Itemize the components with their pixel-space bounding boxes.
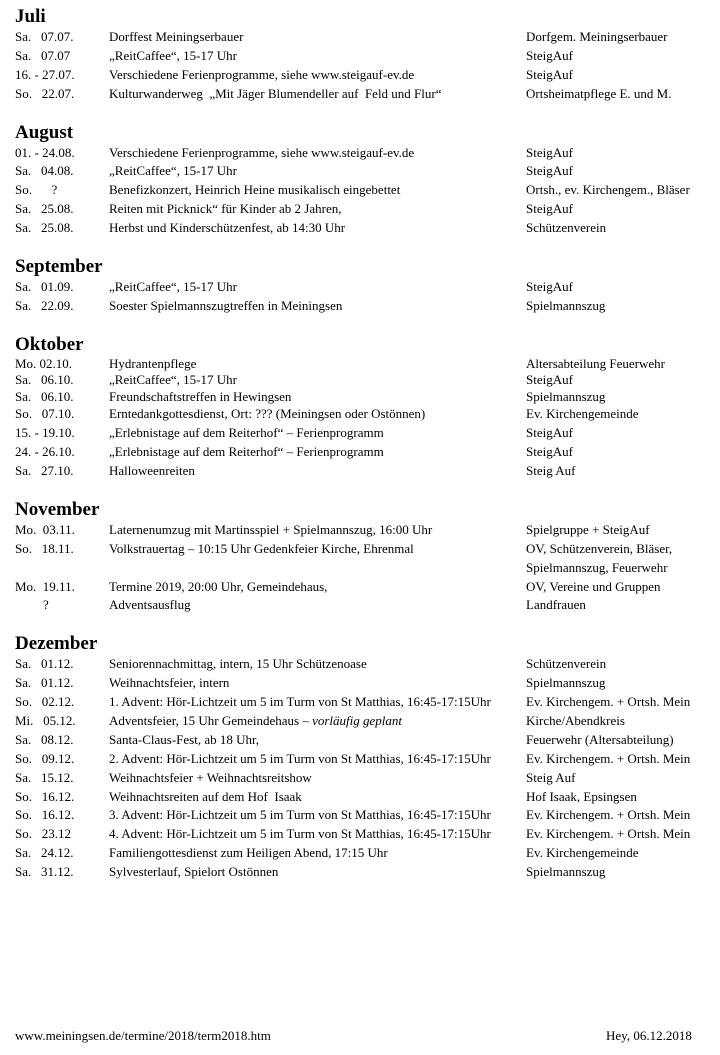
event-date: So. 02.12. xyxy=(15,694,75,710)
event-description-text: Freundschaftstreffen in Hewingsen xyxy=(109,388,292,404)
event-row xyxy=(0,144,720,163)
event-description-text: „Erlebnistage auf dem Reiterhof“ – Ferienprogramm xyxy=(109,425,384,441)
event-description-text: 3. Advent: Hör-Lichtzeit um 5 im Turm von St Matthias, 16:45-17:15Uhr xyxy=(109,807,491,823)
event-date: ? xyxy=(43,597,49,613)
event-row xyxy=(0,540,720,559)
event-description xyxy=(109,788,302,807)
event-date: Sa. 01.09. xyxy=(15,279,74,295)
event-date: Sa. 04.08. xyxy=(15,163,74,179)
event-organizer: SteigAuf xyxy=(526,425,573,441)
event-organizer: OV, Schützenverein, Bläser, xyxy=(526,540,673,556)
event-row xyxy=(0,85,720,104)
event-description-text: Verschiedene Ferienprogramme, siehe www.steigauf-ev.de xyxy=(109,66,415,82)
event-description xyxy=(109,47,237,66)
event-row xyxy=(0,596,720,615)
event-organizer: Spielmannszug xyxy=(526,675,606,691)
event-organizer: Spielmannszug xyxy=(526,297,606,313)
event-description-text: Adventsfeier, 15 Uhr Gemeindehaus – xyxy=(109,712,313,728)
event-description xyxy=(109,405,425,424)
event-description xyxy=(109,750,491,769)
event-description-text: Termine 2019, 20:00 Uhr, Gemeindehaus, xyxy=(109,578,328,594)
event-description xyxy=(109,462,195,481)
event-row xyxy=(0,219,720,238)
event-row xyxy=(0,181,720,200)
event-organizer: Hof Isaak, Epsingsen xyxy=(526,788,637,804)
event-description xyxy=(109,540,414,559)
event-date: Mo. 02.10. xyxy=(15,355,73,371)
event-date: Sa. 31.12. xyxy=(15,864,74,880)
event-description-text: „Erlebnistage auf dem Reiterhof“ – Ferienprogramm xyxy=(109,444,384,460)
event-description-text: „ReitCaffee“, 15-17 Uhr xyxy=(109,279,237,295)
event-description-text: Halloweenreiten xyxy=(109,462,195,478)
event-description-text: Herbst und Kinderschützenfest, ab 14:30 Uhr xyxy=(109,220,346,236)
event-description xyxy=(109,674,229,693)
event-description-text: 2. Advent: Hör-Lichtzeit um 5 im Turm von St Matthias, 16:45-17:15Uhr xyxy=(109,750,491,766)
event-description-text: 1. Advent: Hör-Lichtzeit um 5 im Turm von St Matthias, 16:45-17:15Uhr xyxy=(109,694,491,710)
event-row xyxy=(0,750,720,769)
event-date: Sa. 06.10. xyxy=(15,372,74,388)
event-description xyxy=(109,297,342,316)
event-date: Sa. 07.07 xyxy=(15,47,71,63)
event-organizer: SteigAuf xyxy=(526,444,573,460)
event-description xyxy=(109,66,414,85)
event-date: So. 22.07. xyxy=(15,85,75,101)
event-organizer: Steig Auf xyxy=(526,462,576,478)
event-row xyxy=(0,47,720,66)
event-organizer: SteigAuf xyxy=(526,201,573,217)
month-section xyxy=(0,633,720,882)
event-description xyxy=(109,181,400,200)
event-organizer: Steig Auf xyxy=(526,769,576,785)
event-description-text: Santa-Claus-Fest, ab 18 Uhr, xyxy=(109,731,260,747)
event-date: So. 18.11. xyxy=(15,540,74,556)
event-organizer: Spielgruppe + SteigAuf xyxy=(526,521,650,537)
event-date: 15. - 19.10. xyxy=(15,425,75,441)
event-description xyxy=(109,863,278,882)
event-description xyxy=(109,521,432,540)
event-date: Mi. 05.12. xyxy=(15,712,76,728)
event-description xyxy=(109,655,367,674)
event-description-text: „ReitCaffee“, 15-17 Uhr xyxy=(109,372,237,388)
event-description xyxy=(109,278,237,297)
event-date: Sa. 01.12. xyxy=(15,675,74,691)
event-date: So. 16.12. xyxy=(15,807,75,823)
event-row xyxy=(0,693,720,712)
event-row xyxy=(0,424,720,443)
event-date: Sa. 08.12. xyxy=(15,731,74,747)
event-date: So. 16.12. xyxy=(15,788,75,804)
event-description xyxy=(109,712,402,731)
event-organizer: OV, Vereine und Gruppen xyxy=(526,578,661,594)
event-date: Sa. 25.08. xyxy=(15,201,74,217)
month-heading: November xyxy=(15,498,100,520)
event-date: So. 07.10. xyxy=(15,406,75,422)
month-section xyxy=(0,499,720,615)
event-description-text: „ReitCaffee“, 15-17 Uhr xyxy=(109,163,237,179)
event-description-text: Laternenumzug mit Martinsspiel + Spielmannszug, 16:00 Uhr xyxy=(109,521,433,537)
event-row xyxy=(0,200,720,219)
event-row xyxy=(0,443,720,462)
event-organizer: Altersabteilung Feuerwehr xyxy=(526,355,665,371)
event-date: Sa. 07.07. xyxy=(15,29,74,44)
event-row xyxy=(0,297,720,316)
event-organizer: Feuerwehr (Altersabteilung) xyxy=(526,731,674,747)
event-description-text: Seniorennachmittag, intern, 15 Uhr Schützenoase xyxy=(109,656,367,672)
event-date: Mo. 03.11. xyxy=(15,521,75,537)
event-date: Sa. 06.10. xyxy=(15,388,74,404)
month-heading: Dezember xyxy=(15,633,98,655)
event-description-note: vorläufig geplant xyxy=(312,712,403,728)
month-heading: September xyxy=(15,256,103,278)
event-date: Sa. 01.12. xyxy=(15,656,74,672)
event-date: 16. - 27.07. xyxy=(15,66,75,82)
event-row xyxy=(0,806,720,825)
event-description xyxy=(109,693,491,712)
event-description xyxy=(109,769,312,788)
footer-signature: Hey, 06.12.2018 xyxy=(606,1028,692,1043)
event-row xyxy=(0,278,720,297)
month-heading: Oktober xyxy=(15,333,84,355)
event-date: So. 09.12. xyxy=(15,750,75,766)
event-date: Sa. 24.12. xyxy=(15,845,74,861)
event-organizer: Ev. Kirchengem. + Ortsh. Mein xyxy=(526,694,691,710)
event-description-text: Familiengottesdienst zum Heiligen Abend, 17:15 Uhr xyxy=(109,845,388,861)
event-description xyxy=(109,372,237,389)
event-row xyxy=(0,66,720,85)
event-organizer: Ortsheimatpflege E. und M. xyxy=(526,85,672,101)
event-description xyxy=(109,389,291,406)
event-description xyxy=(109,806,491,825)
event-row xyxy=(0,863,720,882)
event-description xyxy=(109,844,388,863)
event-row xyxy=(0,521,720,540)
event-description-text: Sylvesterlauf, Spielort Ostönnen xyxy=(109,864,279,880)
event-date: 24. - 26.10. xyxy=(15,444,75,460)
month-section xyxy=(0,6,720,104)
event-row xyxy=(0,462,720,481)
event-row xyxy=(0,788,720,807)
event-organizer: Dorfgem. Meiningserbauer xyxy=(526,29,668,44)
event-description-text: Hydrantenpflege xyxy=(109,355,197,371)
event-row xyxy=(0,712,720,731)
event-organizer: Spielmannszug xyxy=(526,388,606,404)
event-description xyxy=(109,356,196,373)
event-row xyxy=(0,28,720,47)
event-row xyxy=(0,825,720,844)
event-description xyxy=(109,28,243,47)
event-date: Sa. 25.08. xyxy=(15,220,74,236)
month-section xyxy=(0,122,720,238)
event-row xyxy=(0,389,720,406)
event-organizer: Ev. Kirchengem. + Ortsh. Mein xyxy=(526,826,691,842)
event-date: So. 23.12 xyxy=(15,826,71,842)
footer-url: www.meiningsen.de/termine/2018/term2018.htm xyxy=(15,1028,271,1043)
event-description-text: 4. Advent: Hör-Lichtzeit um 5 im Turm von St Matthias, 16:45-17:15Uhr xyxy=(109,826,491,842)
event-row xyxy=(0,356,720,373)
event-description-text: Benefizkonzert, Heinrich Heine musikalisch eingebettet xyxy=(109,182,401,198)
event-organizer: Ev. Kirchengem. + Ortsh. Mein xyxy=(526,807,691,823)
event-description-text: Reiten mit Picknick“ für Kinder ab 2 Jahren, xyxy=(109,201,342,217)
event-description xyxy=(109,144,414,163)
event-description-text: Verschiedene Ferienprogramme, siehe www.steigauf-ev.de xyxy=(109,144,415,160)
event-organizer: Schützenverein xyxy=(526,656,607,672)
event-date: Sa. 27.10. xyxy=(15,462,74,478)
event-description-text: Dorffest Meiningserbauer xyxy=(109,29,244,44)
event-date: Sa. 22.09. xyxy=(15,297,74,313)
event-row xyxy=(0,769,720,788)
event-organizer: Ev. Kirchengem. + Ortsh. Mein xyxy=(526,750,691,766)
month-heading: Juli xyxy=(15,6,46,27)
event-description-text: Weihnachtsreiten auf dem Hof Isaak xyxy=(109,788,302,804)
event-organizer: Spielmannszug xyxy=(526,864,606,880)
event-organizer: SteigAuf xyxy=(526,163,573,179)
event-date: So. ? xyxy=(15,182,58,198)
event-description xyxy=(109,596,191,615)
event-calendar xyxy=(0,6,720,882)
event-row xyxy=(0,655,720,674)
event-description xyxy=(109,825,491,844)
event-organizer: Kirche/Abendkreis xyxy=(526,712,625,728)
event-description-text: Erntedankgottesdienst, Ort: ??? (Meiningsen oder Ostönnen) xyxy=(109,406,426,422)
event-organizer: Ortsh., ev. Kirchengem., Bläser xyxy=(526,182,690,198)
event-row xyxy=(0,844,720,863)
event-organizer: SteigAuf xyxy=(526,372,573,388)
event-row xyxy=(0,731,720,750)
event-description xyxy=(109,443,384,462)
event-description-text: Volkstrauertag – 10:15 Uhr Gedenkfeier Kirche, Ehrenmal xyxy=(109,540,414,556)
event-description-text: Weihnachtsfeier + Weihnachtsreitshow xyxy=(109,769,312,785)
event-description-text: Adventsausflug xyxy=(109,597,191,613)
event-description-text: Kulturwanderweg „Mit Jäger Blumendeller auf Feld und Flur“ xyxy=(109,85,442,101)
event-description xyxy=(109,162,237,181)
event-row xyxy=(0,372,720,389)
event-row xyxy=(0,578,720,597)
event-row xyxy=(0,674,720,693)
event-date: Sa. 15.12. xyxy=(15,769,74,785)
event-description xyxy=(109,731,259,750)
event-organizer: SteigAuf xyxy=(526,47,573,63)
event-description-text: Weihnachtsfeier, intern xyxy=(109,675,230,691)
event-organizer: Landfrauen xyxy=(526,597,586,613)
event-description xyxy=(109,85,442,104)
event-row xyxy=(0,162,720,181)
event-row xyxy=(0,559,720,578)
event-organizer: SteigAuf xyxy=(526,279,573,295)
event-organizer: SteigAuf xyxy=(526,144,573,160)
event-description-text: „ReitCaffee“, 15-17 Uhr xyxy=(109,47,237,63)
event-date: 01. - 24.08. xyxy=(15,144,75,160)
event-date: Mo. 19.11. xyxy=(15,578,75,594)
month-section xyxy=(0,256,720,316)
event-description-text: Soester Spielmannszugtreffen in Meiningsen xyxy=(109,297,343,313)
event-organizer: Schützenverein xyxy=(526,220,607,236)
event-description xyxy=(109,578,327,597)
event-description xyxy=(109,219,345,238)
event-organizer: SteigAuf xyxy=(526,66,573,82)
event-description xyxy=(109,424,384,443)
event-organizer: Ev. Kirchengemeinde xyxy=(526,406,639,422)
month-heading: August xyxy=(15,121,74,143)
month-section xyxy=(0,334,720,481)
event-organizer: Ev. Kirchengemeinde xyxy=(526,845,639,861)
event-organizer: Spielmannszug, Feuerwehr xyxy=(526,559,668,575)
event-row xyxy=(0,405,720,424)
event-description xyxy=(109,200,342,219)
